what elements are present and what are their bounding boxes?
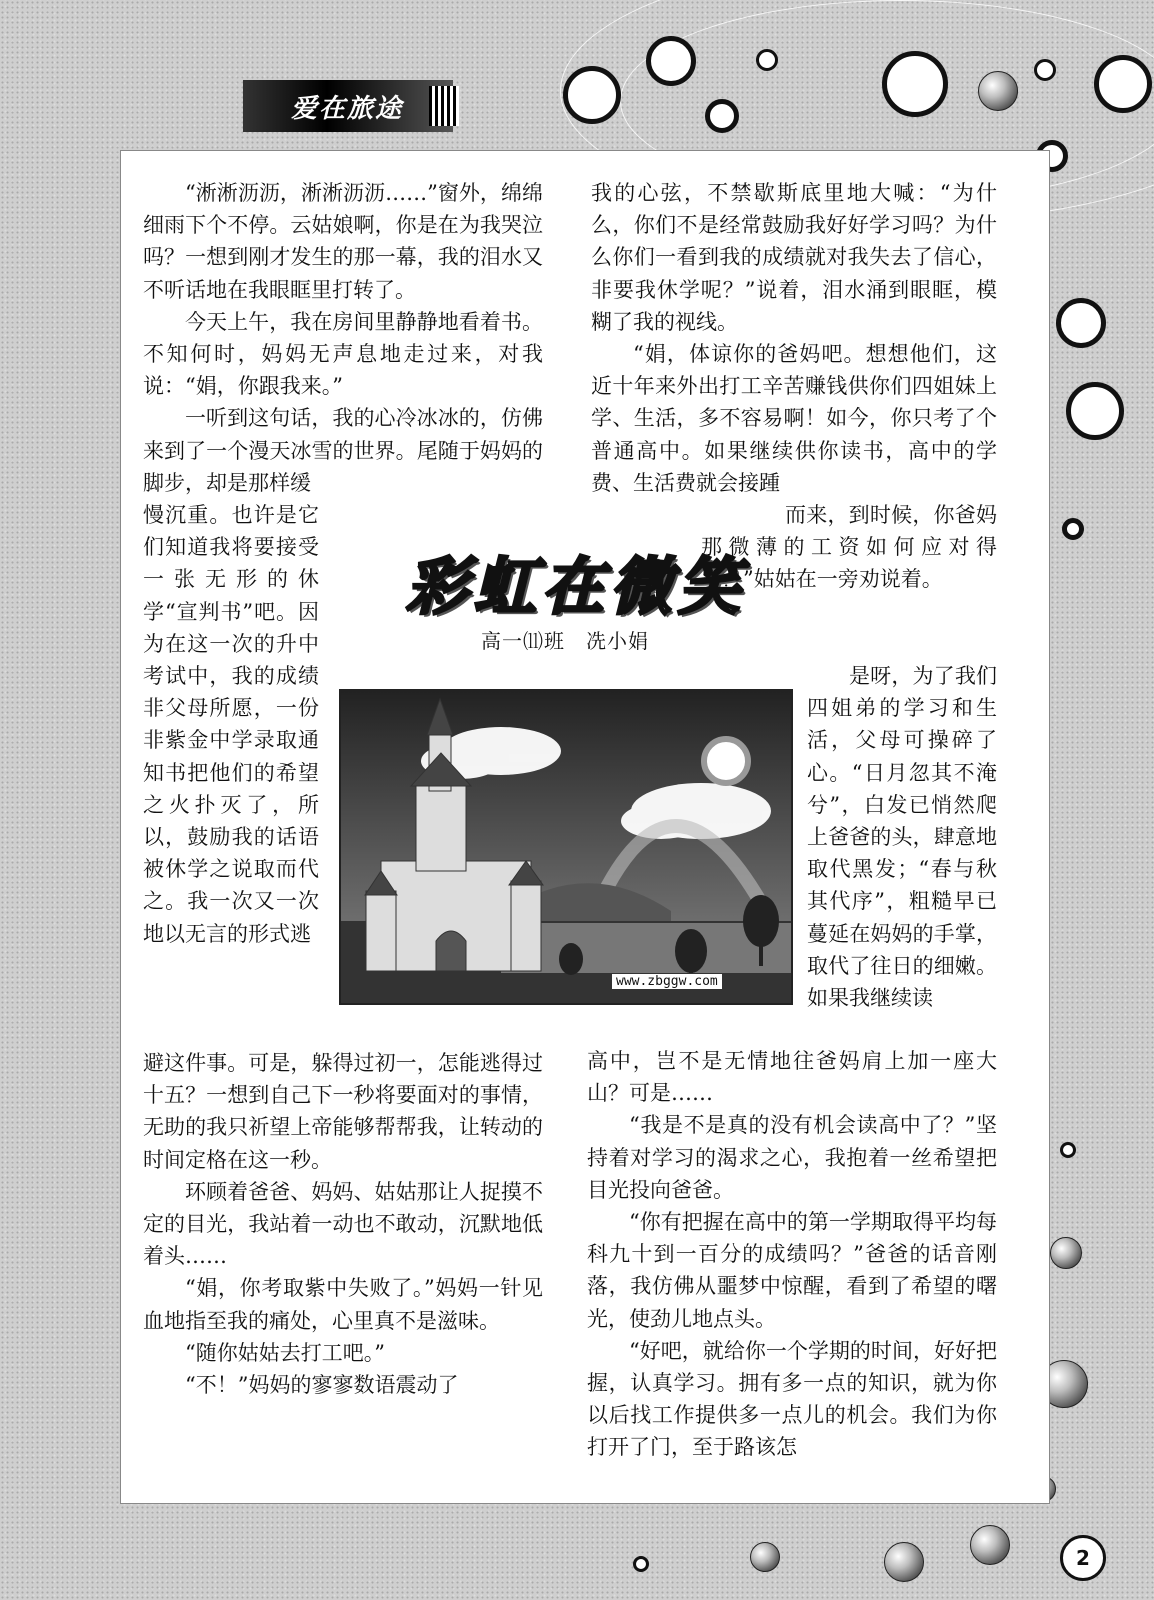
decorative-ball	[750, 1542, 780, 1572]
decorative-circle	[1094, 55, 1152, 113]
paragraph: 一听到这句话，我的心冷冰冰的，仿佛来到了一个漫天冰雪的世界。尾随于妈妈的脚步，却是那样缓	[143, 406, 543, 495]
paragraph: 高中，岂不是无情地往爸妈肩上加一座大山？可是……	[587, 1049, 997, 1106]
right-column-mid2	[807, 660, 997, 1014]
banner-stripes	[429, 86, 459, 126]
column-name: 爱在旅途	[291, 93, 404, 124]
decorative-ball	[970, 1525, 1010, 1565]
paragraph: 我的心弦，不禁歇斯底里地大喊：“为什么，你们不是经常鼓励我好好学习吗？为什么你们一看到我的成绩就对我失去了信心，非要我休学呢？”说着，泪水涌到眼眶，模糊了我的视线。	[591, 181, 997, 334]
decorative-circle	[705, 99, 739, 133]
decorative-circle	[646, 36, 696, 86]
decorative-circle	[1034, 59, 1056, 81]
decorative-ball	[1050, 1237, 1082, 1269]
page-number: 2	[1060, 1535, 1106, 1581]
article-title: 彩虹在微笑	[405, 550, 746, 623]
right-column-top	[591, 177, 997, 499]
paragraph: “不！”妈妈的寥寥数语震动了	[185, 1373, 459, 1398]
castle-scene	[341, 691, 791, 1003]
decorative-circle	[1066, 382, 1124, 440]
paragraph: “淅淅沥沥，淅淅沥沥……”窗外，绵绵细雨下个不停。云姑娘啊，你是在为我哭泣吗？一想到刚才发生的那一幕，我的泪水又不听话地在我眼眶里打转了。	[143, 181, 543, 302]
article-panel	[120, 150, 1050, 1504]
castle-illustration	[339, 689, 793, 1005]
decorative-circle	[756, 49, 778, 71]
paragraph: 避这件事。可是，躲得过初一，怎能逃得过十五？一想到自己下一秒将要面对的事情，无助的我只祈望上帝能够帮帮我，让转动的时间定格在这一秒。	[143, 1051, 543, 1172]
paragraph: “随你姑姑去打工吧。”	[185, 1340, 385, 1365]
decorative-ball	[978, 71, 1018, 111]
article-byline: 高一⑾班 冼小娟	[481, 629, 649, 653]
decorative-ball	[884, 1542, 924, 1582]
left-column-narrow	[143, 499, 319, 950]
paragraph: 是呀，为了我们四姐弟的学习和生活，父母可操碎了心。“日月忽其不淹兮”，白发已悄然爬上爸爸的头，肆意地取代黑发；“春与秋其代序”，粗糙早已蔓延在妈妈的手掌，取代了往日的细嫩。如果我继续读	[807, 664, 997, 1011]
decorative-circle	[882, 51, 948, 117]
paragraph: 而来，到时候，你爸妈那微薄的工资如何应对得了？”姑姑在一旁劝说着。	[701, 503, 997, 592]
paragraph: 今天上午，我在房间里静静地看着书。不知何时，妈妈无声息地走过来，对我说：“娟，你跟我来。”	[143, 309, 543, 399]
decorative-circle	[1062, 518, 1084, 540]
paragraph: “娟，体谅你的爸妈吧。想想他们，这近十年来外出打工辛苦赚钱供你们四姐妹上学、生活，多不容易啊！如今，你只考了个普通高中。如果继续供你读书，高中的学费、生活费就会接踵	[591, 342, 997, 495]
paragraph: 环顾着爸爸、妈妈、姑姑那让人捉摸不定的目光，我站着一动也不敢动，沉默地低着头……	[143, 1179, 543, 1269]
decorative-circle	[633, 1556, 649, 1572]
left-column-lower	[143, 1047, 543, 1401]
right-column-lower	[587, 1045, 997, 1464]
paragraph: 慢沉重。也许是它们知道我将要接受一张无形的休学“宣判书”吧。因为在这一次的升中考试中，我的成绩非父母所愿，一份非紫金中学录取通知书把他们的希望之火扑灭了，所以，鼓励我的话语被休学之说取而代之。我一次又一次地以无言的形式逃	[143, 503, 319, 946]
decorative-circle	[563, 66, 621, 124]
decorative-circle	[1060, 1142, 1076, 1158]
column-banner	[243, 80, 453, 132]
paragraph: “好吧，就给你一个学期的时间，好好把握，认真学习。拥有多一点的知识，就为你以后找工作提供多一点儿的机会。我们为你打开了门，至于路该怎	[587, 1338, 997, 1460]
paragraph: “娟，你考取紫中失败了。”妈妈一针见血地指至我的痛处，心里真不是滋味。	[143, 1276, 543, 1333]
paragraph: “你有把握在高中的第一学期取得平均每科九十到一百分的成绩吗？”爸爸的话音刚落，我仿佛从噩梦中惊醒，看到了希望的曙光，使劲儿地点头。	[587, 1210, 997, 1331]
image-watermark: www.zbggw.com	[611, 973, 723, 990]
decorative-circle	[1056, 298, 1106, 348]
left-column-top	[143, 177, 543, 499]
paragraph: “我是不是真的没有机会读高中了？”坚持着对学习的渴求之心，我抱着一丝希望把目光投向爸爸。	[587, 1113, 997, 1202]
